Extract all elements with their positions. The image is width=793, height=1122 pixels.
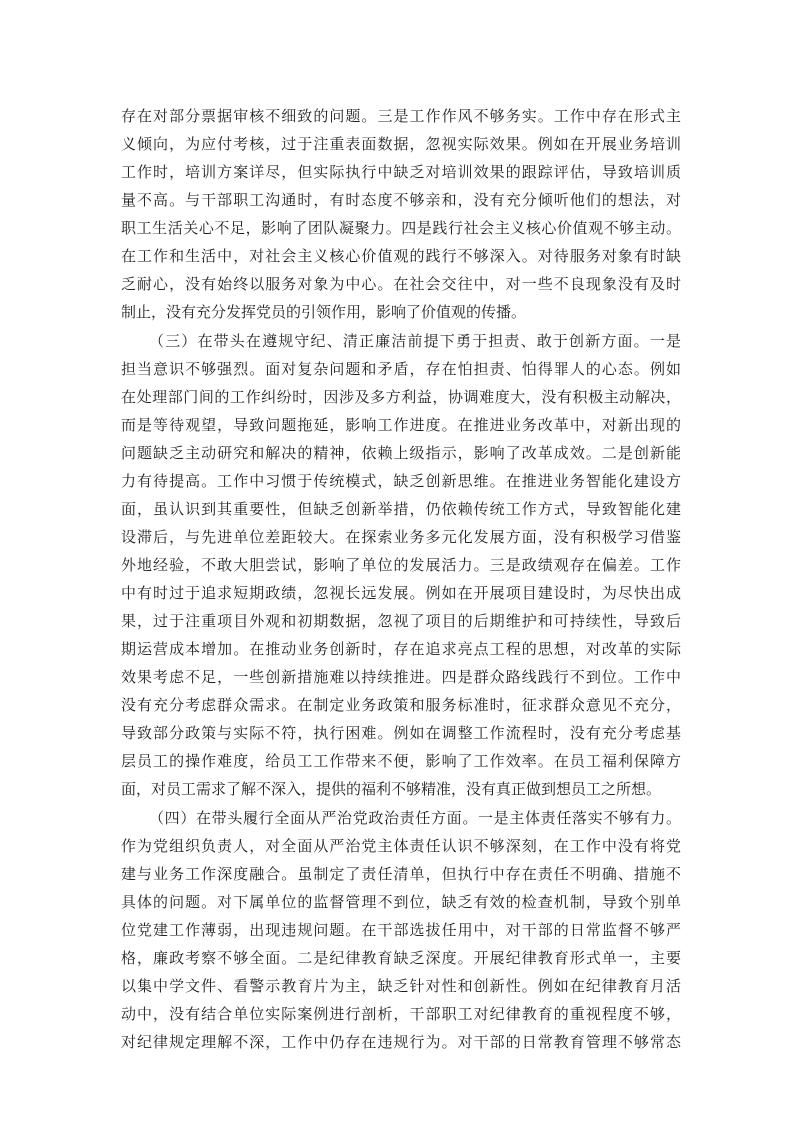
text-line-7: 乏耐心，没有始终以服务对象为中心。在社会交往中，对一些不良现象没有及时 [121,275,681,293]
text-line-14: 力有待提高。工作中习惯于传统模式，缺乏创新思维。在推进业务智能化建设方 [121,472,681,490]
text-line-28: 建与业务工作深度融合。虽制定了责任清单，但执行中存在责任不明确、措施不 [121,865,681,883]
text-line-10: 担当意识不够强烈。面对复杂问题和矛盾，存在怕担责、怕得罪人的心态。例如 [121,360,681,378]
text-line-21: 效果考虑不足，一些创新措施难以持续推进。四是群众路线践行不到位。工作中 [121,668,681,686]
section-heading-4: （四）在带头履行全面从严治党政治责任方面。一是主体责任落实不够有力。 [149,809,681,827]
text-line-25: 面，对员工需求了解不深入，提供的福利不够精准，没有真正做到想员工之所想。 [121,780,662,798]
text-line-20: 期运营成本增加。在推动业务创新时，存在追求亮点工程的思想，对改革的实际 [121,640,681,658]
text-line-4: 量不高。与干部职工沟通时，有时态度不够亲和，没有充分倾听他们的想法，对 [121,191,681,209]
text-line-34: 对纪律规定理解不深，工作中仍存在违规行为。对干部的日常教育管理不够常态 [121,1033,681,1051]
text-line-5: 职工生活关心不足，影响了团队凝聚力。四是践行社会主义核心价值观不够主动。 [121,219,681,237]
text-line-3: 工作时，培训方案详尽，但实际执行中缺乏对培训效果的跟踪评估，导致培训质 [121,163,681,181]
text-line-22: 没有充分考虑群众需求。在制定业务政策和服务标准时，征求群众意见不充分， [121,696,681,714]
text-line-19: 果，过于注重项目外观和初期数据，忽视了项目的后期维护和可持续性，导致后 [121,612,681,630]
text-line-13: 问题缺乏主动研究和解决的精神，依赖上级指示，影响了改革成效。二是创新能 [121,444,681,462]
text-line-17: 外地经验，不敢大胆尝试，影响了单位的发展活力。三是政绩观存在偏差。工作 [121,556,681,574]
text-line-23: 导致部分政策与实际不符，执行困难。例如在调整工作流程时，没有充分考虑基 [121,724,681,742]
text-line-33: 动中，没有结合单位实际案例进行剖析，干部职工对纪律教育的重视程度不够， [121,1005,681,1023]
text-line-16: 设滞后，与先进单位差距较大。在探索业务多元化发展方面，没有积极学习借鉴 [121,528,681,546]
text-line-11: 在处理部门间的工作纠纷时，因涉及多方利益，协调难度大，没有积极主动解决， [121,388,681,406]
text-line-2: 义倾向，为应付考核，过于注重表面数据，忽视实际效果。例如在开展业务培训 [121,135,681,153]
text-line-24: 层员工的操作难度，给员工工作带来不便，影响了工作效率。在员工福利保障方 [121,752,681,770]
text-line-18: 中有时过于追求短期政绩，忽视长远发展。例如在开展项目建设时，为尽快出成 [121,584,681,602]
text-line-15: 面，虽认识到其重要性，但缺乏创新举措，仍依赖传统工作方式，导致智能化建 [121,500,681,518]
text-line-8: 制止，没有充分发挥党员的引领作用，影响了价值观的传播。 [121,303,527,321]
text-line-30: 位党建工作薄弱，出现违规问题。在干部选拔任用中，对干部的日常监督不够严 [121,921,681,939]
text-line-1: 存在对部分票据审核不细致的问题。三是工作作风不够务实。工作中存在形式主 [121,107,681,125]
text-line-31: 格，廉政考察不够全面。二是纪律教育缺乏深度。开展纪律教育形式单一，主要 [121,949,681,967]
text-line-27: 作为党组织负责人，对全面从严治党主体责任认识不够深刻，在工作中没有将党 [121,837,681,855]
section-heading-3: （三）在带头在遵规守纪、清正廉洁前提下勇于担责、敢于创新方面。一是 [149,332,681,350]
text-line-32: 以集中学文件、看警示教育片为主，缺乏针对性和创新性。例如在纪律教育月活 [121,977,681,995]
text-line-29: 具体的问题。对下属单位的监督管理不到位，缺乏有效的检查机制，导致个别单 [121,893,681,911]
text-line-6: 在工作和生活中，对社会主义核心价值观的践行不够深入。对待服务对象有时缺 [121,247,681,265]
text-line-12: 而是等待观望，导致问题拖延，影响工作进度。在推进业务改革中，对新出现的 [121,416,681,434]
